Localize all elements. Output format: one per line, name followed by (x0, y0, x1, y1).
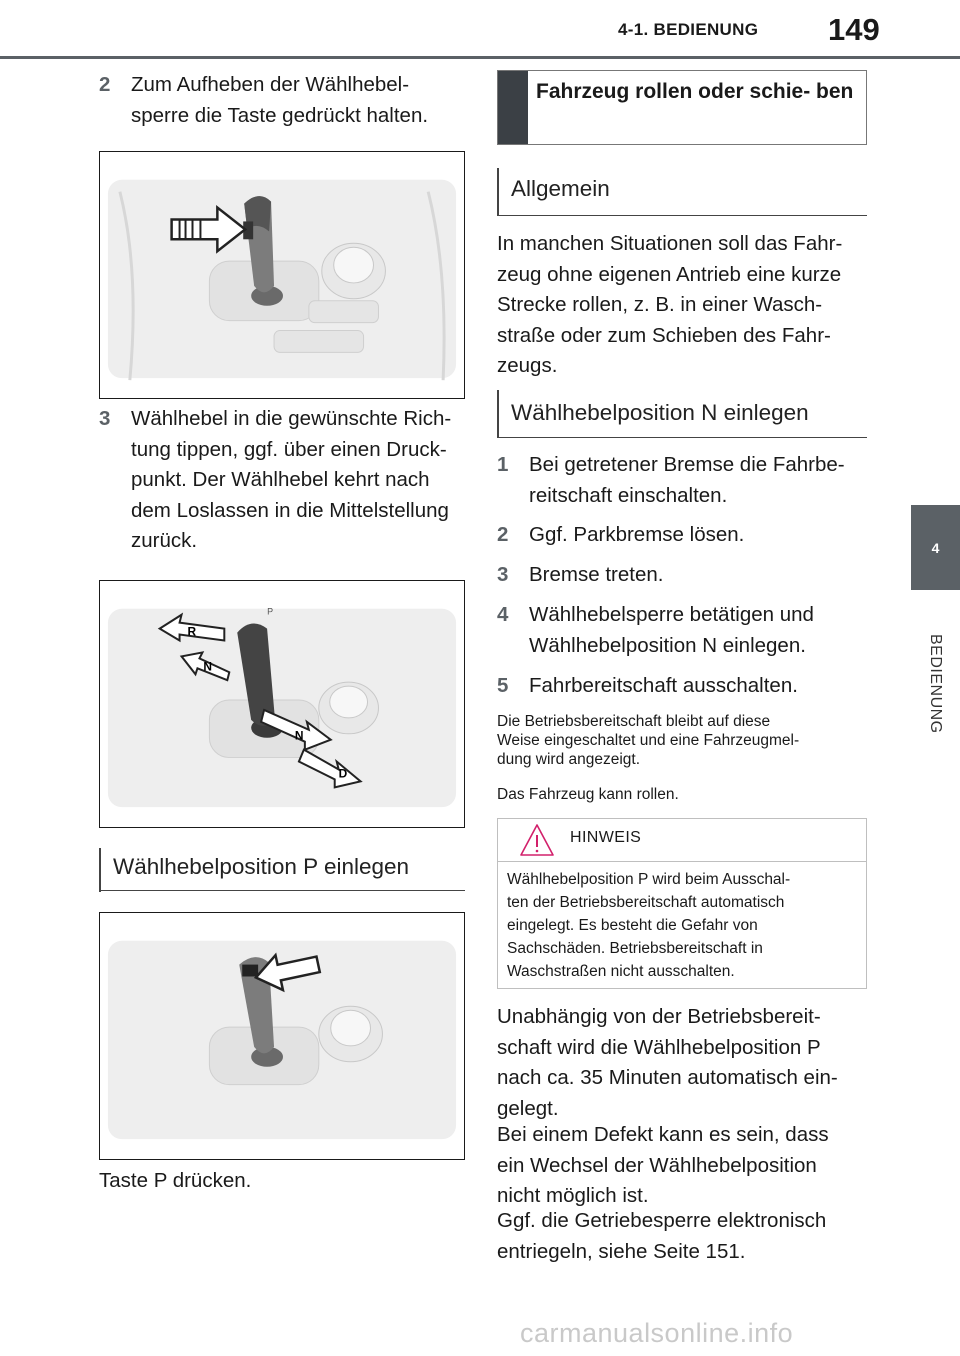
page-number: 149 (828, 12, 880, 47)
notice-text (507, 868, 857, 983)
step-4 (497, 600, 867, 661)
step-text: reitschaft einschalten. (529, 483, 728, 507)
text-line: Unabhängig von der Betriebsbereit- (497, 1005, 821, 1028)
note-rollen: Das Fahrzeug kann rollen. (497, 786, 679, 803)
step-number: 5 (497, 674, 509, 697)
header-rule (0, 56, 960, 59)
text-line: Sachschäden. Betriebsbereitschaft in (507, 940, 763, 957)
step-2 (497, 520, 867, 551)
paragraph-auto-p (497, 1002, 867, 1124)
step-2 (99, 70, 469, 131)
note-paragraph (497, 712, 867, 769)
heading-n-position (497, 390, 869, 438)
step-3 (99, 404, 469, 557)
text-line: Ggf. die Getriebesperre elektronisch (497, 1209, 827, 1232)
step-text: Wählhebelposition N einlegen. (529, 633, 806, 657)
heading-underline (497, 215, 867, 216)
step-text: tung tippen, ggf. über einen Druck- (131, 437, 447, 461)
section-title: 4-1. BEDIENUNG (618, 20, 759, 39)
step-text: Wählhebelsperre betätigen und (529, 603, 814, 626)
console-illustration (100, 913, 464, 1159)
label-r: R (187, 624, 197, 639)
text-line: eingelegt. Es besteht die Gefahr von (507, 917, 758, 934)
step-3 (497, 560, 867, 591)
notice-box (497, 818, 867, 989)
text-line: straße oder zum Schieben des Fahr- (497, 323, 831, 347)
step-5 (497, 671, 867, 702)
label-n: N (203, 659, 213, 674)
step-text: dem Loslassen in die Mittelstellung (131, 498, 449, 522)
label-top: P (267, 606, 274, 617)
step-number: 3 (497, 563, 509, 586)
text-line: Waschstraßen nicht ausschalten. (507, 963, 735, 980)
heading-allgemein (497, 168, 869, 216)
heading-underline (497, 437, 867, 438)
step-text: Zum Aufheben der Wählhebel- (131, 73, 410, 96)
text-line: ein Wechsel der Wählhebelposition (497, 1153, 817, 1177)
label-n2: N (294, 728, 304, 743)
console-illustration (100, 152, 464, 398)
text-line: Strecke rollen, z. B. in einer Wasch- (497, 293, 823, 316)
text-line: dung wird angezeigt. (497, 751, 641, 768)
step-text: Bremse treten. (529, 563, 664, 586)
warning-icon (518, 822, 556, 858)
step-text: sperre die Taste gedrückt halten. (131, 103, 429, 127)
heading-underline (99, 890, 465, 891)
intro-paragraph (497, 229, 867, 382)
heading-p-position (99, 848, 467, 892)
text-line: ten der Betriebsbereitschaft automatisch (507, 894, 785, 911)
text-line: nicht möglich ist. (497, 1184, 649, 1207)
main-heading: Fahrzeug rollen oder schie- ben (536, 80, 854, 103)
step-text: Wählhebel in die gewünschte Rich- (131, 407, 452, 430)
paragraph-unlock (497, 1206, 867, 1267)
heading-text: Wählhebelposition N einlegen (511, 400, 809, 425)
text-line: Die Betriebsbereitschaft bleibt auf diese (497, 713, 771, 730)
heading-text: Wählhebelposition P einlegen (113, 854, 410, 879)
text-line: gelegt. (497, 1096, 559, 1120)
step-number: 3 (99, 407, 111, 430)
label-d: D (338, 766, 348, 781)
step-1 (497, 450, 867, 511)
step-text: zurück. (131, 529, 198, 552)
step-number: 2 (99, 73, 111, 96)
text-line: In manchen Situationen soll das Fahr- (497, 232, 843, 255)
figure-unlock-button (99, 151, 465, 399)
main-heading-box (497, 70, 867, 145)
text-line: schaft wird die Wählhebelposition P (497, 1035, 821, 1059)
notice-label: HINWEIS (570, 829, 642, 846)
text-line: entriegeln, siehe Seite 151. (497, 1239, 746, 1263)
text-line: Weise eingeschaltet und eine Fahrzeugmel- (497, 732, 800, 749)
paragraph-defect (497, 1120, 867, 1212)
watermark: carmanualsonline.info (520, 1318, 794, 1348)
step-text: Ggf. Parkbremse lösen. (529, 523, 745, 546)
step-text: Bei getretener Bremse die Fahrbe- (529, 453, 845, 476)
step-number: 1 (497, 453, 509, 476)
step-number: 4 (497, 603, 509, 626)
text-line: Wählhebelposition P wird beim Ausschal- (507, 871, 791, 888)
step-text: punkt. Der Wählhebel kehrt nach (131, 468, 430, 491)
text-line: Bei einem Defekt kann es sein, dass (497, 1123, 829, 1146)
caption-p: Taste P drücken. (99, 1169, 252, 1192)
chapter-tab: 4 (911, 505, 960, 590)
text-line: nach ca. 35 Minuten automatisch ein- (497, 1066, 838, 1089)
text-line: zeug ohne eigenen Antrieb eine kurze (497, 262, 842, 286)
heading-text: Allgemein (511, 176, 610, 201)
console-illustration (100, 581, 464, 827)
figure-p-button (99, 912, 465, 1160)
heading-bar (498, 71, 528, 144)
text-line: zeugs. (497, 354, 558, 377)
chapter-label: BEDIENUNG (927, 634, 944, 734)
figure-lever-directions (99, 580, 465, 828)
step-number: 2 (497, 523, 509, 546)
step-text: Fahrbereitschaft ausschalten. (529, 674, 798, 697)
